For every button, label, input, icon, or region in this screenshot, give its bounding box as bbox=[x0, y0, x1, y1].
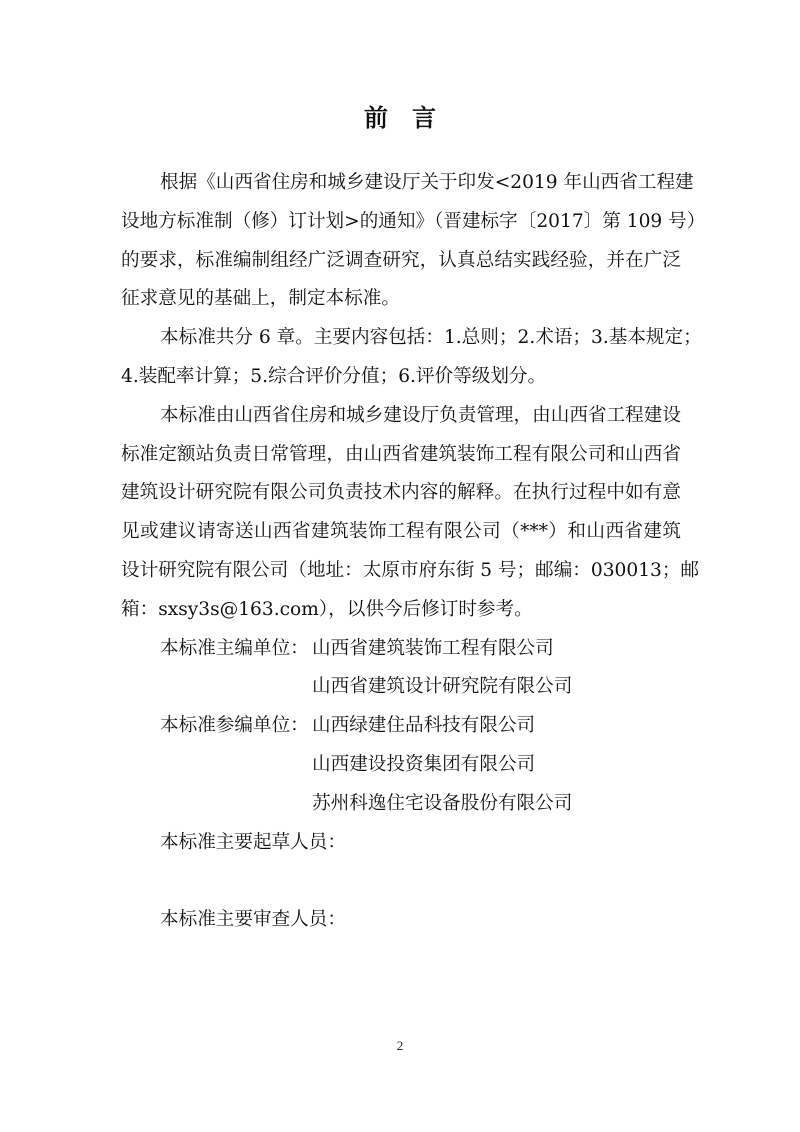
text-line: 4.装配率计算；5.综合评价分值；6.评价等级划分。 bbox=[121, 365, 547, 387]
chief-unit-label: 本标准主编单位： bbox=[160, 637, 309, 659]
text-line: 标准定额站负责日常管理，由山西省建筑装饰工程有限公司和山西省 bbox=[121, 443, 681, 465]
text-line: 本标准共分 6 章。主要内容包括：1.总则；2.术语；3.基本规定； bbox=[160, 327, 702, 349]
chief-unit-name: 山西省建筑设计研究院有限公司 bbox=[312, 676, 573, 698]
text-line: 箱：sxsy3s@163.com），以供今后修订时参考。 bbox=[121, 598, 533, 620]
page-number: 2 bbox=[396, 1038, 404, 1053]
paragraph-contents bbox=[121, 319, 702, 397]
text-line: 建筑设计研究院有限公司负责技术内容的解释。在执行过程中如有意 bbox=[121, 482, 681, 504]
paragraph-management bbox=[121, 397, 700, 630]
reviewers-label: 本标准主要审查人员： bbox=[160, 909, 346, 931]
participating-unit-name: 苏州科逸住宅设备股份有限公司 bbox=[312, 792, 573, 814]
preface-body bbox=[121, 164, 706, 940]
paragraph-basis bbox=[121, 164, 706, 319]
participating-unit-label: 本标准参编单位： bbox=[160, 715, 309, 737]
chief-unit-name: 山西省建筑装饰工程有限公司 bbox=[312, 637, 554, 659]
participating-unit-row bbox=[121, 707, 681, 746]
text-line: 见或建议请寄送山西省建筑装饰工程有限公司（***）和山西省建筑 bbox=[121, 521, 681, 543]
chief-unit-row bbox=[121, 630, 681, 669]
text-line: 的要求，标准编制组经广泛调查研究，认真总结实践经验，并在广泛 bbox=[121, 249, 681, 271]
page-title: 前言 bbox=[364, 104, 460, 132]
text-line: 设地方标准制（修）订计划>的通知》（晋建标字〔2017〕第 109 号） bbox=[121, 210, 706, 232]
text-line: 根据《山西省住房和城乡建设厅关于印发<2019 年山西省工程建 bbox=[160, 172, 694, 193]
participating-unit-name: 山西建设投资集团有限公司 bbox=[312, 753, 536, 775]
participating-unit-row bbox=[121, 785, 681, 824]
chief-unit-row bbox=[121, 668, 681, 707]
blank-line bbox=[121, 862, 681, 901]
drafters-label: 本标准主要起草人员： bbox=[160, 831, 346, 853]
text-line: 征求意见的基础上，制定本标准。 bbox=[121, 288, 400, 310]
participating-unit-name: 山西绿建住品科技有限公司 bbox=[312, 715, 536, 737]
participating-unit-row bbox=[121, 746, 681, 785]
text-line: 本标准由山西省住房和城乡建设厅负责管理，由山西省工程建设 bbox=[160, 404, 681, 426]
text-line: 设计研究院有限公司（地址：太原市府东街 5 号；邮编：030013；邮 bbox=[121, 559, 700, 581]
